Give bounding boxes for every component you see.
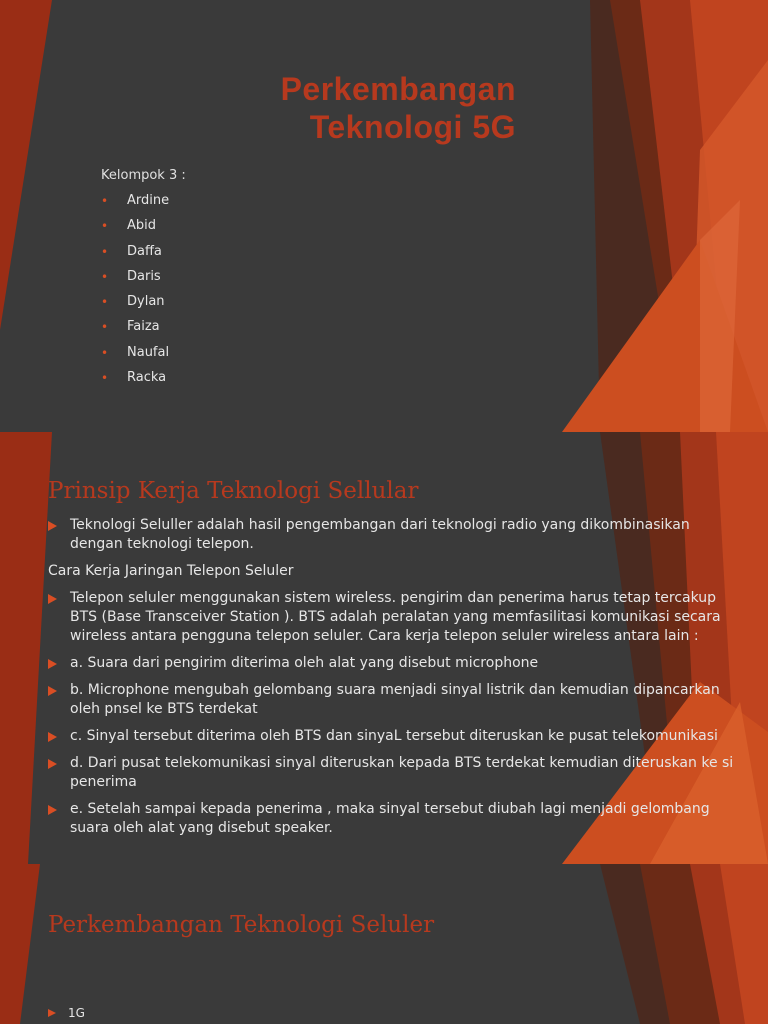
bullet-icon: • <box>101 295 109 310</box>
bullet-icon: • <box>101 244 109 259</box>
bullet-text: d. Dari pusat telekomunikasi sinyal diteruskan kepada BTS terdekat kemudian diteruskan ke si penerima <box>70 755 734 790</box>
bullet-icon: • <box>101 219 109 234</box>
group-label: Kelompok 3 : <box>101 168 186 183</box>
bullet-icon: • <box>101 269 109 284</box>
subheading: Cara Kerja Jaringan Telepon Seluler <box>48 563 294 579</box>
arrow-bullet-icon <box>48 659 57 669</box>
bullet-icon: • <box>101 194 109 208</box>
bullet-text: Teknologi Seluller adalah hasil pengembangan dari teknologi radio yang dikombinasikan dengan teknologi telepon. <box>70 517 690 552</box>
slide-development-title: Perkembangan Teknologi Seluler <box>48 912 435 938</box>
arrow-bullet-icon <box>48 759 57 769</box>
member-list <box>101 192 169 394</box>
title-line-2: Teknologi 5G <box>309 109 516 145</box>
bullet-point <box>48 516 738 554</box>
member-name: Dylan <box>127 294 165 310</box>
member-name: Faiza <box>127 319 160 335</box>
member-name: Daris <box>127 268 161 284</box>
list-item <box>101 268 169 293</box>
member-name: Naufal <box>127 344 170 360</box>
slide-decoration <box>0 864 768 1024</box>
bullet-text: a. Suara dari pengirim diterima oleh alat yang disebut microphone <box>70 655 539 671</box>
bullet-icon: • <box>101 371 109 386</box>
member-name: Ardine <box>127 193 170 208</box>
slide-title <box>0 0 768 432</box>
list-item <box>101 318 169 343</box>
list-item <box>101 217 169 242</box>
arrow-bullet-icon <box>48 521 57 531</box>
member-name: Daffa <box>127 243 162 259</box>
list-item <box>101 344 169 369</box>
bullet-point <box>48 589 738 646</box>
slide-development <box>0 864 768 1024</box>
bullet-point <box>48 1004 85 1022</box>
bullet-text: b. Microphone mengubah gelombang suara menjadi sinyal listrik dan kemudian dipancarkan oleh pnsel ke BTS terdekat <box>70 682 720 717</box>
slide-principles-title: Prinsip Kerja Teknologi Sellular <box>48 478 419 504</box>
list-item <box>101 293 169 318</box>
list-item <box>101 192 169 217</box>
bullet-point <box>48 727 738 746</box>
bullet-point <box>48 800 738 838</box>
arrow-bullet-icon <box>48 732 57 742</box>
bullet-text: Telepon seluler menggunakan sistem wireless. pengirim dan penerima harus tetap tercakup BTS (Base Transceiver Station ). BTS adalah peralatan yang memfasilitasi komunikasi secara wireless antara pengguna telepon seluler. Cara kerja telepon seluler wireless antara lain : <box>70 590 721 644</box>
arrow-bullet-icon <box>48 1009 56 1017</box>
bullet-icon: • <box>101 345 109 360</box>
bullet-point <box>48 654 738 673</box>
member-name: Racka <box>127 370 167 386</box>
bullet-point <box>48 681 738 719</box>
bullet-text: e. Setelah sampai kepada penerima , maka sinyal tersebut diubah lagi menjadi gelombang suara oleh alat yang disebut speaker. <box>70 801 710 836</box>
title-line-1: Perkembangan <box>280 71 516 107</box>
list-item <box>101 369 169 394</box>
member-name: Abid <box>127 218 157 234</box>
arrow-bullet-icon <box>48 594 57 604</box>
bullet-text: 1G <box>68 1006 85 1020</box>
bullet-icon: • <box>101 320 109 335</box>
bullet-point <box>48 754 738 792</box>
bullet-text: c. Sinyal tersebut diterima oleh BTS dan sinyaL tersebut diteruskan ke pusat telekomunikasi <box>70 728 718 744</box>
slide-principles-content <box>48 516 738 846</box>
slide-title-heading <box>281 70 516 146</box>
arrow-bullet-icon <box>48 805 57 815</box>
list-item <box>101 243 169 268</box>
arrow-bullet-icon <box>48 686 57 696</box>
